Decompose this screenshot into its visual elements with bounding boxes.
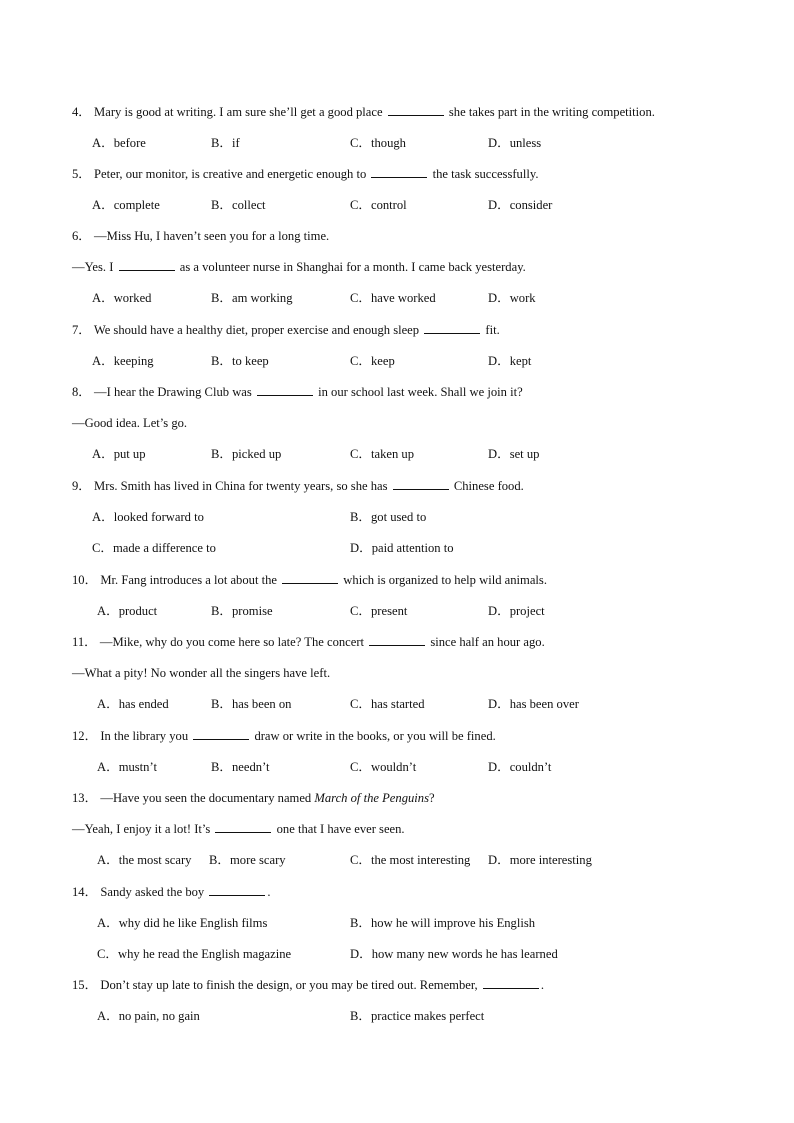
answer-blank[interactable] bbox=[371, 166, 427, 178]
answer-blank[interactable] bbox=[209, 884, 265, 896]
option-d[interactable]: D．consider bbox=[488, 198, 553, 212]
option-c[interactable]: C．keep bbox=[350, 354, 395, 368]
option-d[interactable]: D．project bbox=[488, 604, 545, 618]
option-b[interactable]: B．to keep bbox=[211, 354, 269, 368]
option-c[interactable]: C．wouldn’t bbox=[350, 760, 417, 774]
dialog-text: one that I have ever seen. bbox=[276, 822, 405, 836]
options-11 bbox=[0, 695, 794, 713]
question-text: the task successfully. bbox=[432, 167, 539, 181]
question-number: 5． bbox=[72, 167, 91, 181]
question-8 bbox=[72, 383, 523, 401]
question-text: in our school last week. Shall we join it? bbox=[318, 385, 523, 399]
option-b[interactable]: B．if bbox=[211, 136, 240, 150]
question-text: fit. bbox=[485, 323, 500, 337]
options-13 bbox=[0, 851, 794, 869]
answer-blank[interactable] bbox=[483, 977, 539, 989]
options-6 bbox=[0, 289, 794, 307]
options-9-row-2 bbox=[0, 539, 794, 557]
question-number: 12． bbox=[72, 729, 98, 743]
option-c[interactable]: C．made a difference to bbox=[92, 541, 216, 555]
option-b[interactable]: B．collect bbox=[211, 198, 266, 212]
option-b[interactable]: B．needn’t bbox=[211, 760, 270, 774]
option-a[interactable]: A．product bbox=[97, 604, 158, 618]
answer-blank[interactable] bbox=[424, 322, 480, 334]
question-text: Mary is good at writing. I am sure she’ll get a good place bbox=[94, 105, 383, 119]
dialog-text: —Good idea. Let’s go. bbox=[72, 416, 188, 430]
option-d[interactable]: D．kept bbox=[488, 354, 532, 368]
option-a[interactable]: A．keeping bbox=[92, 354, 154, 368]
dialog-6 bbox=[72, 258, 526, 276]
question-12 bbox=[72, 727, 496, 745]
question-number: 7． bbox=[72, 323, 91, 337]
question-number: 15． bbox=[72, 978, 98, 992]
question-text: —I hear the Drawing Club was bbox=[94, 385, 252, 399]
question-number: 4． bbox=[72, 105, 91, 119]
dialog-text: as a volunteer nurse in Shanghai for a month. I came back yesterday. bbox=[179, 260, 526, 274]
option-c[interactable]: C．though bbox=[350, 136, 406, 150]
options-15 bbox=[0, 1007, 794, 1025]
question-4 bbox=[72, 103, 655, 121]
answer-blank[interactable] bbox=[215, 821, 271, 833]
options-14-row-2 bbox=[0, 945, 794, 963]
question-number: 8． bbox=[72, 385, 91, 399]
question-15 bbox=[72, 976, 544, 994]
option-d[interactable]: D．couldn’t bbox=[488, 760, 552, 774]
option-c[interactable]: C．taken up bbox=[350, 447, 415, 461]
option-d[interactable]: D．paid attention to bbox=[350, 541, 454, 555]
question-text: Mrs. Smith has lived in China for twenty years, so she has bbox=[94, 479, 388, 493]
option-b[interactable]: B．more scary bbox=[209, 853, 286, 867]
option-c[interactable]: C．has started bbox=[350, 697, 425, 711]
option-d[interactable]: D．set up bbox=[488, 447, 540, 461]
option-b[interactable]: B．am working bbox=[211, 291, 293, 305]
dialog-text: —Yes. I bbox=[72, 260, 114, 274]
option-c[interactable]: C．the most interesting bbox=[350, 853, 471, 867]
question-number: 6． bbox=[72, 229, 91, 243]
question-13 bbox=[72, 789, 435, 807]
option-a[interactable]: A．looked forward to bbox=[92, 510, 204, 524]
answer-blank[interactable] bbox=[282, 572, 338, 584]
documentary-title: March of the Penguins bbox=[314, 791, 429, 805]
question-text: Mr. Fang introduces a lot about the bbox=[100, 573, 277, 587]
question-text: since half an hour ago. bbox=[430, 635, 545, 649]
option-a[interactable]: A．why did he like English films bbox=[97, 916, 268, 930]
question-number: 9． bbox=[72, 479, 91, 493]
question-number: 10． bbox=[72, 573, 98, 587]
question-number: 14． bbox=[72, 885, 98, 899]
question-10 bbox=[72, 571, 547, 589]
dialog-13 bbox=[72, 820, 405, 838]
question-number: 11． bbox=[72, 635, 97, 649]
dialog-11 bbox=[72, 664, 330, 682]
options-4 bbox=[0, 134, 794, 152]
option-c[interactable]: C．present bbox=[350, 604, 408, 618]
answer-blank[interactable] bbox=[369, 634, 425, 646]
answer-blank[interactable] bbox=[119, 259, 175, 271]
options-8 bbox=[0, 445, 794, 463]
dialog-text: —What a pity! No wonder all the singers have left. bbox=[72, 666, 331, 680]
option-d[interactable]: D．more interesting bbox=[488, 853, 592, 867]
option-d[interactable]: D．work bbox=[488, 291, 536, 305]
answer-blank[interactable] bbox=[388, 104, 444, 116]
option-a[interactable]: A．put up bbox=[92, 447, 146, 461]
question-text: Sandy asked the boy bbox=[100, 885, 205, 899]
options-12 bbox=[0, 758, 794, 776]
question-text: ? bbox=[428, 791, 435, 805]
option-a[interactable]: A．mustn’t bbox=[97, 760, 157, 774]
question-14 bbox=[72, 883, 271, 901]
question-text: she takes part in the writing competition. bbox=[448, 105, 655, 119]
question-number: 13． bbox=[72, 791, 98, 805]
options-9-row-1 bbox=[0, 508, 794, 526]
question-text: —Have you seen the documentary named bbox=[100, 791, 312, 805]
question-text: —Miss Hu, I haven’t seen you for a long time. bbox=[94, 229, 330, 243]
options-7 bbox=[0, 352, 794, 370]
question-text: Chinese food. bbox=[453, 479, 524, 493]
question-7 bbox=[72, 321, 500, 339]
option-b[interactable]: B．promise bbox=[211, 604, 273, 618]
dialog-text: —Yeah, I enjoy it a lot! It’s bbox=[72, 822, 211, 836]
answer-blank[interactable] bbox=[257, 384, 313, 396]
option-a[interactable]: A．the most scary bbox=[97, 853, 192, 867]
option-c[interactable]: C．why he read the English magazine bbox=[97, 947, 292, 961]
options-5 bbox=[0, 196, 794, 214]
option-c[interactable]: C．have worked bbox=[350, 291, 436, 305]
option-b[interactable]: B．picked up bbox=[211, 447, 282, 461]
question-text: which is organized to help wild animals. bbox=[343, 573, 547, 587]
question-text: . bbox=[267, 885, 271, 899]
option-a[interactable]: A．no pain, no gain bbox=[97, 1009, 200, 1023]
option-b[interactable]: B．got used to bbox=[350, 510, 427, 524]
options-10 bbox=[0, 602, 794, 620]
option-c[interactable]: C．control bbox=[350, 198, 407, 212]
question-text: Don’t stay up late to finish the design, or you may be tired out. Remember, bbox=[100, 978, 478, 992]
option-b[interactable]: B．practice makes perfect bbox=[350, 1009, 485, 1023]
question-5 bbox=[72, 165, 538, 183]
option-a[interactable]: A．complete bbox=[92, 198, 160, 212]
answer-blank[interactable] bbox=[193, 728, 249, 740]
option-a[interactable]: A．before bbox=[92, 136, 146, 150]
answer-blank[interactable] bbox=[393, 478, 449, 490]
dialog-8 bbox=[72, 414, 187, 432]
question-9 bbox=[72, 477, 524, 495]
option-a[interactable]: A．has ended bbox=[97, 697, 169, 711]
question-text: draw or write in the books, or you will be fined. bbox=[254, 729, 496, 743]
option-b[interactable]: B．how he will improve his English bbox=[350, 916, 536, 930]
question-text: —Mike, why do you come here so late? The concert bbox=[99, 635, 365, 649]
options-14-row-1 bbox=[0, 914, 794, 932]
question-text: We should have a healthy diet, proper exercise and enough sleep bbox=[93, 323, 420, 337]
option-d[interactable]: D．unless bbox=[488, 136, 542, 150]
question-text: In the library you bbox=[100, 729, 189, 743]
option-a[interactable]: A．worked bbox=[92, 291, 152, 305]
question-11 bbox=[72, 633, 545, 651]
option-d[interactable]: D．how many new words he has learned bbox=[350, 947, 558, 961]
question-6 bbox=[72, 227, 329, 245]
option-b[interactable]: B．has been on bbox=[211, 697, 292, 711]
question-text: Peter, our monitor, is creative and energetic enough to bbox=[94, 167, 367, 181]
question-text: . bbox=[540, 978, 545, 992]
option-d[interactable]: D．has been over bbox=[488, 697, 579, 711]
